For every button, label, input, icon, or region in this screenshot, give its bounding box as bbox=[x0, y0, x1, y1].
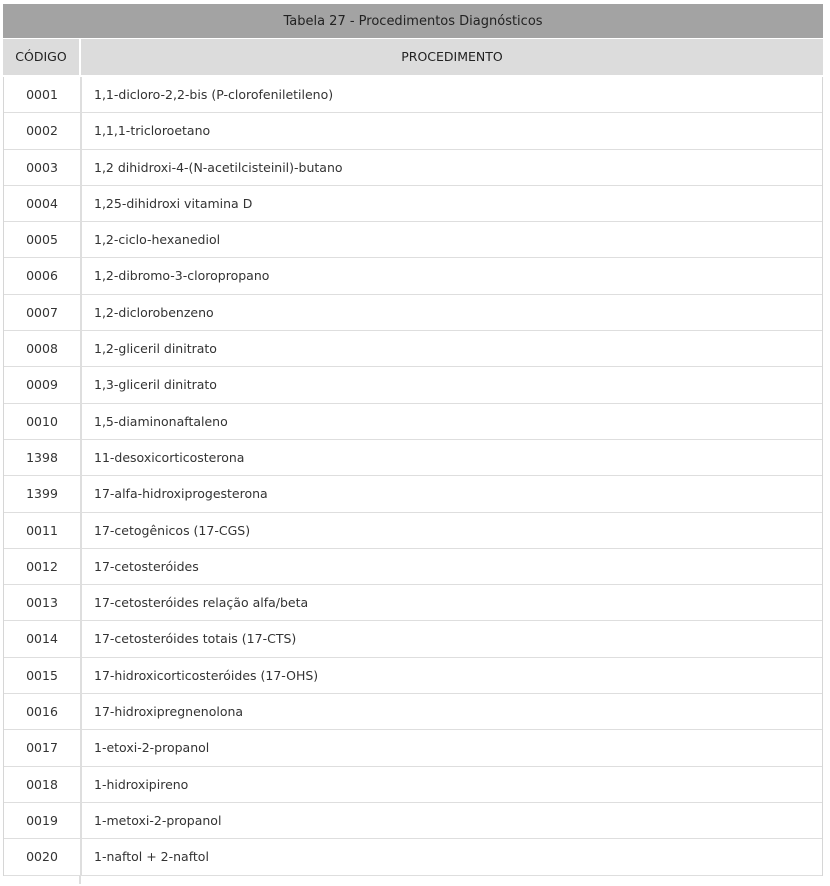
table-cell-code: 0003 bbox=[4, 150, 82, 185]
table-cell-procedure: 1,2-gliceril dinitrato bbox=[94, 341, 217, 357]
table-cell-code: 0012 bbox=[4, 549, 82, 584]
table-cell-procedure: 1,2-dibromo-3-cloropropano bbox=[94, 268, 270, 284]
table-row bbox=[4, 186, 822, 222]
table-cell-procedure: 1-etoxi-2-propanol bbox=[94, 740, 210, 756]
table-cell-procedure: 1,5-diaminonaftaleno bbox=[94, 413, 228, 429]
table-cell-procedure: 1-naftol + 2-naftol bbox=[94, 849, 209, 865]
table-cell-procedure: 1,2 dihidroxi-4-(N-acetilcisteinil)-butano bbox=[94, 159, 343, 175]
table-cell-code: 0014 bbox=[4, 621, 82, 656]
table-row bbox=[4, 440, 822, 476]
table-cell-procedure: 17-cetogênicos (17-CGS) bbox=[94, 522, 251, 538]
table-cell-procedure: 1-metoxi-2-propanol bbox=[94, 812, 222, 828]
table-cell-procedure: 1-hidroxipireno bbox=[94, 776, 189, 792]
table-cell-procedure: 11-desoxicorticosterona bbox=[94, 449, 245, 465]
table-row bbox=[4, 258, 822, 294]
table-row bbox=[4, 767, 822, 803]
table-cell-code: 0019 bbox=[4, 803, 82, 838]
table-cell-code: 0016 bbox=[4, 694, 82, 729]
table-row bbox=[4, 549, 822, 585]
table-row bbox=[4, 404, 822, 440]
table-header-row bbox=[3, 39, 823, 77]
table-cell-code: 0020 bbox=[4, 839, 82, 874]
table-cell-procedure: 17-alfa-hidroxiprogesterona bbox=[94, 486, 268, 502]
table-row-partial bbox=[3, 876, 823, 884]
table-row bbox=[4, 730, 822, 766]
table-cell-code: 1398 bbox=[4, 440, 82, 475]
table-cell-code: 0013 bbox=[4, 585, 82, 620]
table-row bbox=[4, 476, 822, 512]
table-cell-code: 1399 bbox=[4, 476, 82, 511]
table-cell-code: 0009 bbox=[4, 367, 82, 402]
table-cell-procedure: 1,1-dicloro-2,2-bis (P-clorofeniletileno) bbox=[94, 87, 334, 102]
table-body bbox=[3, 77, 823, 876]
table-cell-code bbox=[3, 876, 81, 884]
table-cell-code: 0018 bbox=[4, 767, 82, 802]
table-cell-procedure: 17-cetosteróides totais (17-CTS) bbox=[94, 631, 297, 647]
table-row bbox=[4, 331, 822, 367]
table-row bbox=[4, 222, 822, 258]
table-row bbox=[4, 585, 822, 621]
table-cell-code: 0005 bbox=[4, 222, 82, 257]
table-row bbox=[4, 694, 822, 730]
table-row bbox=[4, 621, 822, 657]
column-header-procedure: PROCEDIMENTO bbox=[401, 49, 503, 64]
table-cell-procedure: 17-cetosteróides relação alfa/beta bbox=[94, 595, 309, 611]
table-cell-procedure: 1,25-dihidroxi vitamina D bbox=[94, 195, 253, 211]
table-cell-code: 0008 bbox=[4, 331, 82, 366]
table-cell-code: 0006 bbox=[4, 258, 82, 293]
table-row bbox=[4, 803, 822, 839]
table-cell-code: 0001 bbox=[4, 77, 82, 112]
table-cell-code: 0004 bbox=[4, 186, 82, 221]
table-row bbox=[4, 513, 822, 549]
table-cell-code: 0017 bbox=[4, 730, 82, 765]
table-cell-procedure: 1,3-gliceril dinitrato bbox=[94, 377, 217, 393]
table-cell-procedure: 1,2-ciclo-hexanediol bbox=[94, 232, 221, 248]
table-cell-procedure: 17-hidroxicorticosteróides (17-OHS) bbox=[94, 667, 319, 683]
table-cell-code: 0002 bbox=[4, 113, 82, 148]
table-row bbox=[4, 150, 822, 186]
table-cell-procedure: 1,2-diclorobenzeno bbox=[94, 304, 214, 320]
table-row bbox=[4, 658, 822, 694]
table-cell-code: 0007 bbox=[4, 295, 82, 330]
table-cell-code: 0011 bbox=[4, 513, 82, 548]
table-cell-code: 0015 bbox=[4, 658, 82, 693]
table-cell-code: 0010 bbox=[4, 404, 82, 439]
table-row bbox=[4, 367, 822, 403]
column-header-code: CÓDIGO bbox=[3, 39, 81, 75]
table-row bbox=[4, 113, 822, 149]
table-row bbox=[4, 295, 822, 331]
procedures-table bbox=[3, 4, 823, 884]
table-row bbox=[4, 839, 822, 875]
table-row bbox=[4, 77, 822, 113]
table-cell-procedure: 17-cetosteróides bbox=[94, 558, 199, 574]
table-cell-procedure: 1,1,1-tricloroetano bbox=[94, 123, 211, 139]
table-cell-procedure: 17-hidroxipregnenolona bbox=[94, 704, 244, 720]
table-title: Tabela 27 - Procedimentos Diagnósticos bbox=[3, 4, 823, 39]
